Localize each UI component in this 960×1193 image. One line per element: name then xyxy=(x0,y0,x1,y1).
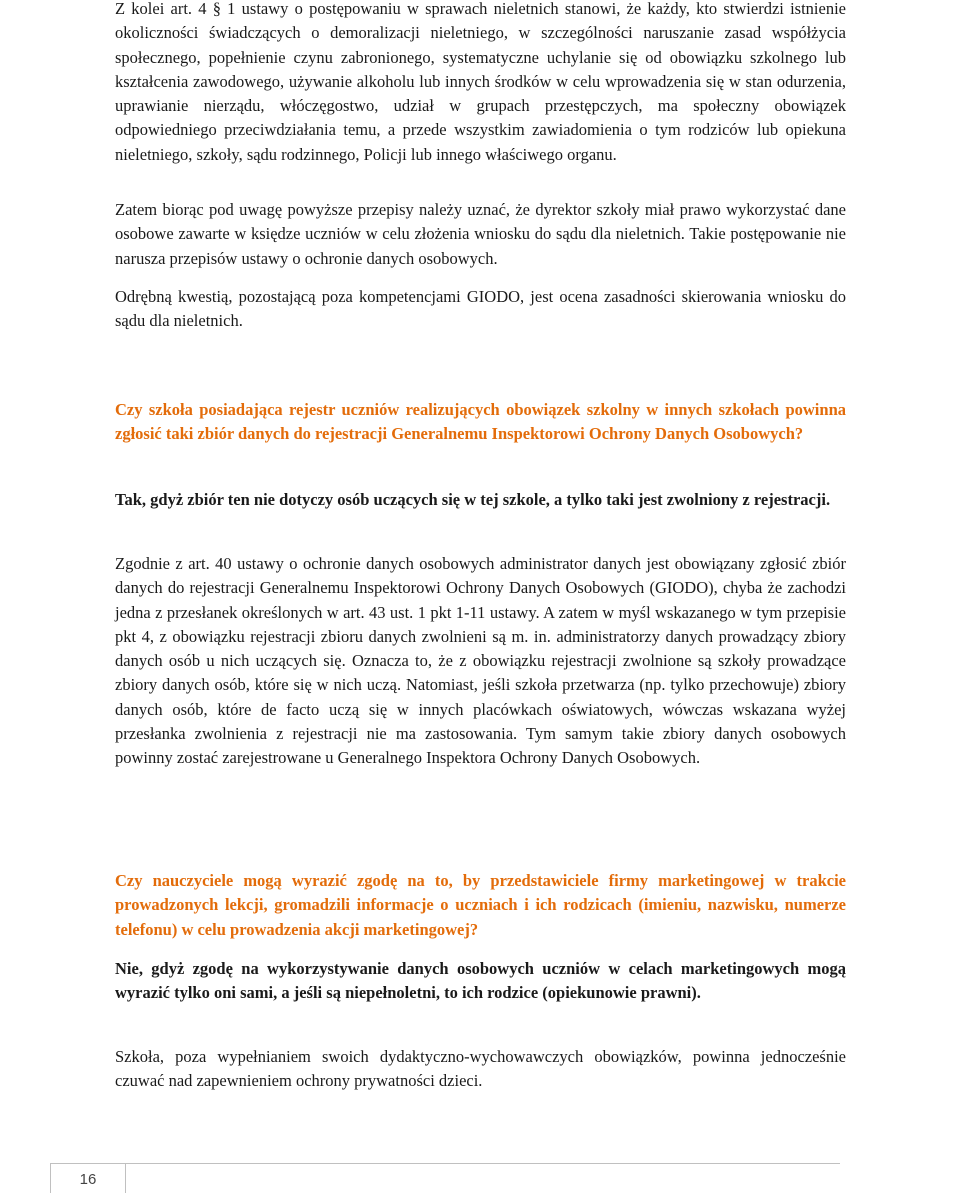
paragraph-art4: Z kolei art. 4 § 1 ustawy o postępowaniu w sprawach nieletnich stanowi, że każdy, kto stwierdzi istnienie okoliczności świadczących o demoralizacji nieletniego, w szczególności naruszanie zasad współżycia społecznego, popełnienie czynu zabronionego, systematyczne uchylanie się od obowiązku szkolnego lub kształcenia zawodowego, używanie alkoholu lub innych środków w celu wprowadzenia się w stan odurzenia, uprawianie nierządu, włóczęgostwo, udział w grupach przestępczych, ma społeczny obowiązek odpowiedniego przeciwdziałania temu, a przede wszystkim zawiadomienia o tym rodziców lub opiekuna nieletniego, szkoły, sądu rodzinnego, Policji lub innego właściwego organu. xyxy=(115,0,846,164)
answer-1-body: Zgodnie z art. 40 ustawy o ochronie danych osobowych administrator danych jest obowiązany zgłosić zbiór danych do rejestracji Generalnemu Inspektorowi Ochrony Danych Osobowych (GIODO), chyba że zachodzi jedna z przesłanek określonych w art. 43 ust. 1 pkt 1-11 ustawy. A zatem w myśl wskazanego w tym przepisie pkt 4, z obowiązku rejestracji zbioru danych zwolnieni są m. in. administratorzy danych prowadzący zbiory danych osób u nich uczących się. Oznacza to, że z obowiązku rejestracji zwolnione są szkoły prowadzące zbiory danych osób, które się w nich uczą. Natomiast, jeśli szkoła przetwarza (np. tylko przechowuje) zbiory danych osób, które de facto uczą się w innych placówkach oświatowych, wówczas wskazana wyżej przesłanka zwolnienia z rejestracji nie ma zastosowania. Tym samym takie zbiory danych osobowych powinny zostać zarejestrowane u Generalnego Inspektora Ochrony Danych Osobowych. xyxy=(115,554,846,768)
answer-1: Tak, gdyż zbiór ten nie dotyczy osób uczących się w tej szkole, a tylko taki jest zwolniony z rejestracji. xyxy=(115,490,831,509)
paragraph-giodo-competence: Odrębną kwestią, pozostającą poza kompetencjami GIODO, jest ocena zasadności skierowania wniosku do sądu dla nieletnich. xyxy=(115,287,846,331)
answer-2: Nie, gdyż zgodę na wykorzystywanie danych osobowych uczniów w celach marketingowych mogą wyrazić tylko oni sami, a jeśli są niepełnoletni, to ich rodzice (opiekunowie prawni). xyxy=(115,959,846,1003)
footer-divider xyxy=(50,1163,840,1164)
question-1: Czy szkoła posiadająca rejestr uczniów realizujących obowiązek szkolny w innych szkołach powinna zgłosić taki zbiór danych do rejestracji Generalnemu Inspektorowi Ochrony Danych Osobowych? xyxy=(115,400,846,444)
question-2: Czy nauczyciele mogą wyrazić zgodę na to, by przedstawiciele firmy marketingowej w trakcie prowadzonych lekcji, gromadzili informacje o uczniach i ich rodzicach (imieniu, nazwisku, numerze telefonu) w celu prowadzenia akcji marketingowej? xyxy=(115,871,846,939)
page-number: 16 xyxy=(79,1171,97,1188)
page-number-box xyxy=(50,1163,126,1193)
paragraph-conclusion: Zatem biorąc pod uwagę powyższe przepisy należy uznać, że dyrektor szkoły miał prawo wykorzystać dane osobowe zawarte w księdze uczniów w celu złożenia wniosku do sądu dla nieletnich. Takie postępowanie nie narusza przepisów ustawy o ochronie danych osobowych. xyxy=(115,200,846,268)
answer-2-body: Szkoła, poza wypełnianiem swoich dydaktyczno-wychowawczych obowiązków, powinna jednocześnie czuwać nad zapewnieniem ochrony prywatności dzieci. xyxy=(115,1047,846,1091)
